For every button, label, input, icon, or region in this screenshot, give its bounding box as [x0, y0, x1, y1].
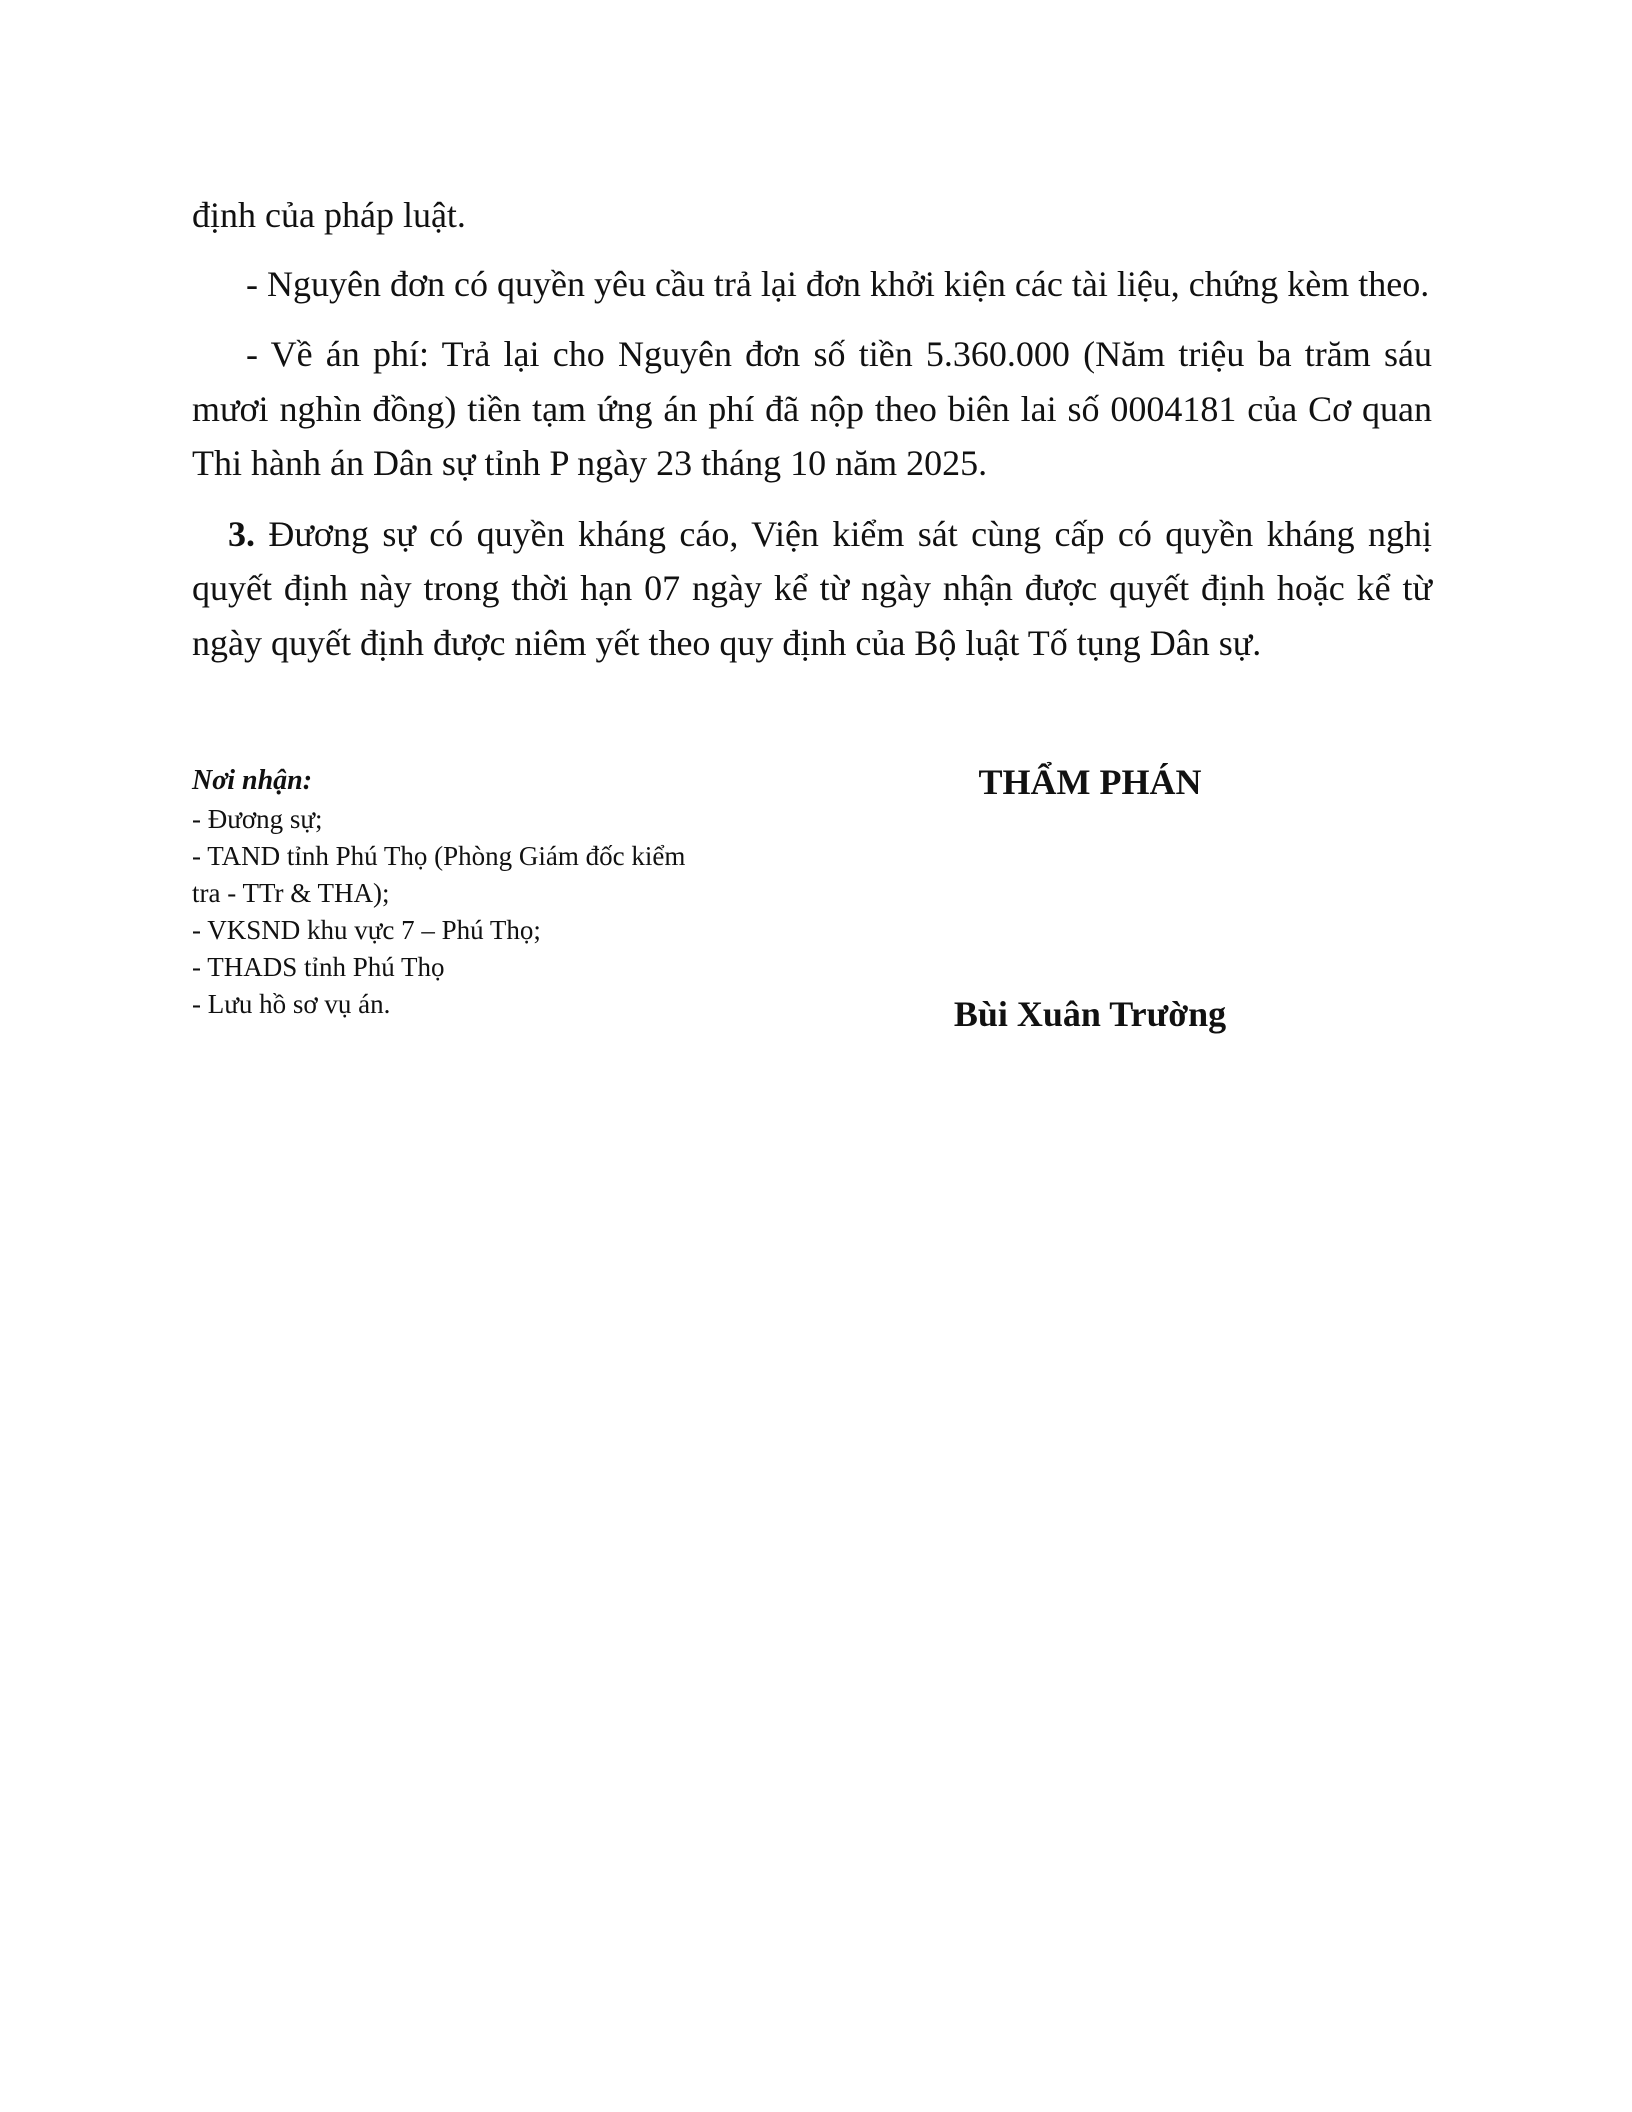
- recipients-list: [192, 801, 712, 1023]
- document-body: [192, 188, 1432, 686]
- paragraph-appeal-rights: [192, 507, 1432, 671]
- paragraph-continuation: định của pháp luật.: [192, 195, 466, 235]
- recipients-block: [192, 762, 712, 1023]
- signature-block: [880, 758, 1300, 1034]
- item-text: Đương sự có quyền kháng cáo, Viện kiểm sát cùng cấp có quyền kháng nghị quyết định này trong thời hạn 07 ngày kể từ ngày nhận được quyết định hoặc kể từ ngày quyết định được niêm yết theo quy định của Bộ luật Tố tụng Dân sự.: [192, 513, 1432, 663]
- signer-role: THẨM PHÁN: [978, 762, 1202, 802]
- recipient-item: - Đương sự;: [192, 804, 323, 834]
- recipient-item: - VKSND khu vực 7 – Phú Thọ;: [192, 915, 541, 945]
- paragraph-return-documents: - Nguyên đơn có quyền yêu cầu trả lại đơn khởi kiện các tài liệu, chứng kèm theo.: [246, 263, 1430, 304]
- signer-name: Bùi Xuân Trường: [953, 994, 1227, 1034]
- paragraph-court-fee: - Về án phí: Trả lại cho Nguyên đơn số tiền 5.360.000 (Năm triệu ba trăm sáu mươi nghìn đồng) tiền tạm ứng án phí đã nộp theo biên lai số 0004181 của Cơ quan Thi hành án Dân sự tỉnh P ngày 23 tháng 10 năm 2025.: [192, 334, 1432, 483]
- recipient-item: - Lưu hồ sơ vụ án.: [192, 989, 391, 1019]
- recipient-item: - THADS tỉnh Phú Thọ: [192, 952, 445, 982]
- recipients-heading: Nơi nhận:: [192, 765, 313, 796]
- recipient-item: - TAND tỉnh Phú Thọ (Phòng Giám đốc kiểm tra - TTr & THA);: [192, 841, 686, 908]
- item-number: 3.: [228, 513, 255, 554]
